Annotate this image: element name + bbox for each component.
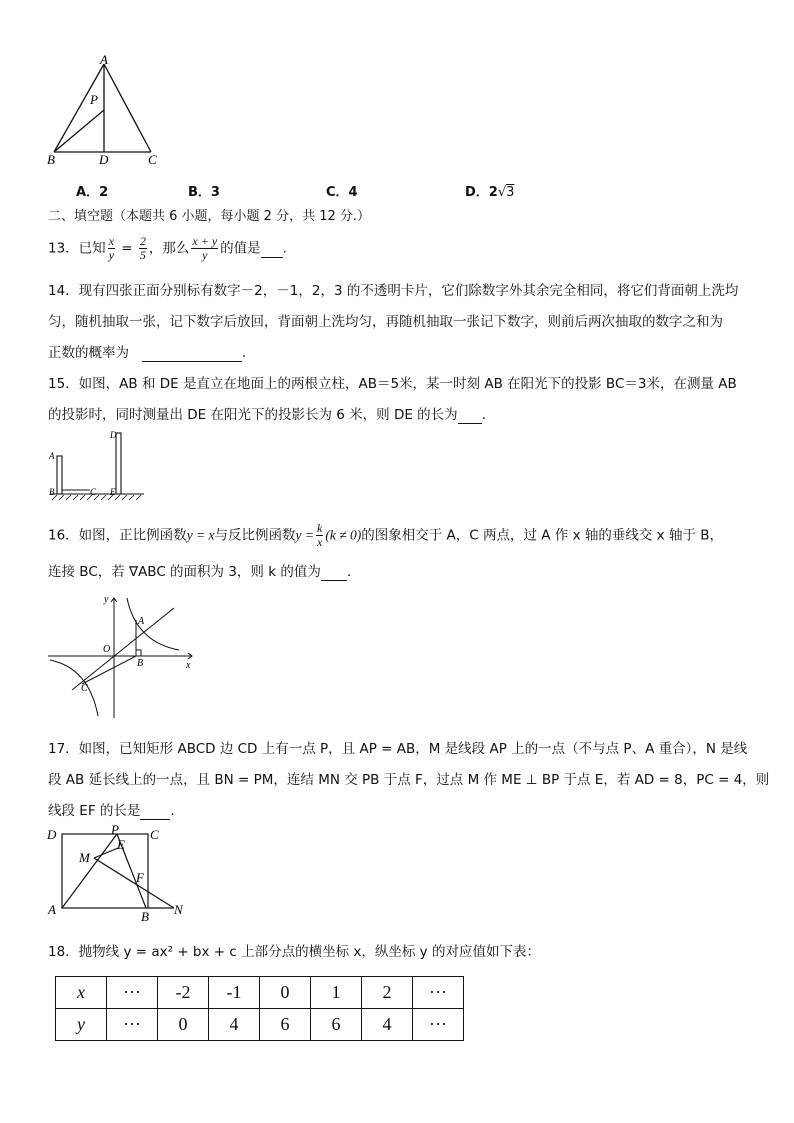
q16-line-2-text: 连接 BC，若 ∇ABC 的面积为 3，则 k 的值为 [48,564,321,580]
table-cell: x [56,977,107,1009]
frac-den: 5 [139,248,146,262]
table-cell: ··· [413,1009,464,1041]
q17-line-3 [48,799,175,820]
table-row [56,977,464,1009]
q15-line-2-text: 的投影时，同时测量出 DE 在阳光下的投影长为 6 米，则 DE 的长为 [48,407,458,423]
table-cell: 6 [260,1009,311,1041]
table-cell: -2 [158,977,209,1009]
graph-figure-q16 [44,590,200,720]
label-c: C [148,152,157,167]
q15-line-1: 15．如图，AB 和 DE 是直立在地面上的两根立柱，AB＝5米，某一时刻 AB 在阳光下的投影 BC＝3米，在测量 AB [48,376,737,392]
q16-condition: (k ≠ 0) [325,527,362,543]
label-b: B [137,658,144,669]
label-d: D [99,152,109,167]
q16-text-2: 与反比例函数 [214,527,296,544]
q15-line-2 [48,403,486,424]
label-c: C [90,487,97,497]
q13-tail: 的值是 [220,240,261,257]
q13-end: . [282,240,287,257]
fraction-x-over-y [108,235,115,262]
option-letter: B． [188,185,211,200]
table-cell: 0 [260,977,311,1009]
label-b: B [49,487,55,497]
option-letter: C． [326,185,349,200]
q14-line-2: 匀，随机抽取一张，记下数字后放回，背面朝上洗均匀，再随机抽取一张记下数字，则前后两次抽取的数字之和为 [48,314,723,330]
table-cell: ··· [107,1009,158,1041]
values-table [55,976,464,1041]
label-p: P [111,822,119,837]
q16-func-y-eq-x: y = x [186,527,215,543]
q16-line-1 [48,522,723,549]
answer-blank [142,345,242,362]
rectangle-figure-q17 [44,822,196,922]
table-cell: 4 [209,1009,260,1041]
option-letter: A． [76,185,100,200]
fraction-k-over-x [316,522,323,549]
option-value: 3 [210,185,220,200]
table-cell: 6 [311,1009,362,1041]
label-n: N [174,902,183,917]
table-cell: 1 [311,977,362,1009]
q16-end: . [346,564,352,580]
label-e: E [110,487,116,497]
fraction-2-over-5 [139,235,147,262]
option-value: 2 [99,185,109,200]
table-cell: 2 [362,977,413,1009]
q14-line-1: 14．现有四张正面分别标有数字－2，－1，2，3 的不透明卡片，它们除数字外其余完全相同，将它们背面朝上洗均 [48,283,739,299]
frac-den: x [317,535,323,549]
frac-num: x + y [192,234,218,248]
fraction-xy-over-y [191,235,218,262]
equals: = [117,240,137,257]
table-cell: 0 [158,1009,209,1041]
answer-blank [321,564,347,581]
label-y: y [104,594,109,605]
table-cell: ··· [107,977,158,1009]
frac-num: x [108,234,115,248]
table-cell: -1 [209,977,260,1009]
table-cell: ··· [413,977,464,1009]
option-value: 2 [488,185,498,200]
option-b [188,181,220,200]
q17-line-3-text: 线段 EF 的长是 [48,803,141,819]
triangle-figure-q12 [40,52,170,167]
option-a [76,181,108,200]
poles-figure-q15 [44,428,150,508]
q16-line-2 [48,560,351,581]
q16-y-eq: y = [295,527,315,543]
answer-blank [458,407,482,424]
q14-line-3-text: 正数的概率为 [48,345,129,361]
label-d: D [110,430,117,440]
option-c [326,181,358,200]
table-cell: 4 [362,1009,413,1041]
option-radical: 3 [506,185,515,200]
label-f: F [136,870,144,885]
answer-blank [140,803,170,820]
option-d: D．2√3 [465,185,515,200]
q15-end: . [481,407,486,423]
q17-end: . [170,803,175,819]
frac-num: k [317,521,323,535]
label-a: A [49,451,55,461]
label-e: E [117,837,125,852]
section-header: 二、填空题（本题共 6 小题，每小题 2 分，共 12 分.） [48,209,371,224]
option-value: 4 [348,185,358,200]
table-cell: y [56,1009,107,1041]
label-b: B [47,152,55,167]
option-letter: D． [465,185,489,200]
label-a: A [138,616,145,627]
question-13 [48,235,287,262]
label-o: O [103,644,111,655]
q16-text-1: 16．如图，正比例函数 [48,527,187,544]
label-a: A [48,902,56,917]
label-a: A [100,52,108,67]
q14-end: . [241,345,247,361]
frac-den: y [108,248,115,262]
frac-den: y [202,248,208,262]
label-x: x [186,660,191,671]
label-m: M [79,850,90,865]
label-c: C [81,683,88,694]
q16-text-3: 的图象相交于 A，C 两点，过 A 作 x 轴的垂线交 x 轴于 B， [361,527,724,544]
q17-line-2: 段 AB 延长线上的一点，且 BN = PM，连结 MN 交 PB 于点 F，过点 M 作 ME ⊥ BP 于点 E，若 AD = 8，PC = 4，则 [48,772,770,788]
question-18: 18．抛物线 y = ax² + bx + c 上部分点的横坐标 x，纵坐标 y 的对应值如下表： [48,944,540,960]
label-b: B [141,909,149,922]
q17-line-1: 17．如图，已知矩形 ABCD 边 CD 上有一点 P，且 AP = AB，M 是线段 AP 上的一点（不与点 P、A 重合），N 是线 [48,741,748,757]
table-row [56,1009,464,1041]
q13-prefix: 13．已知 [48,240,106,257]
label-p: P [90,92,98,107]
q14-line-3 [48,341,246,362]
q13-mid: ，那么 [148,240,190,257]
answer-blank [261,241,283,258]
label-d: D [47,827,57,842]
label-c: C [150,827,159,842]
frac-num: 2 [139,234,146,248]
